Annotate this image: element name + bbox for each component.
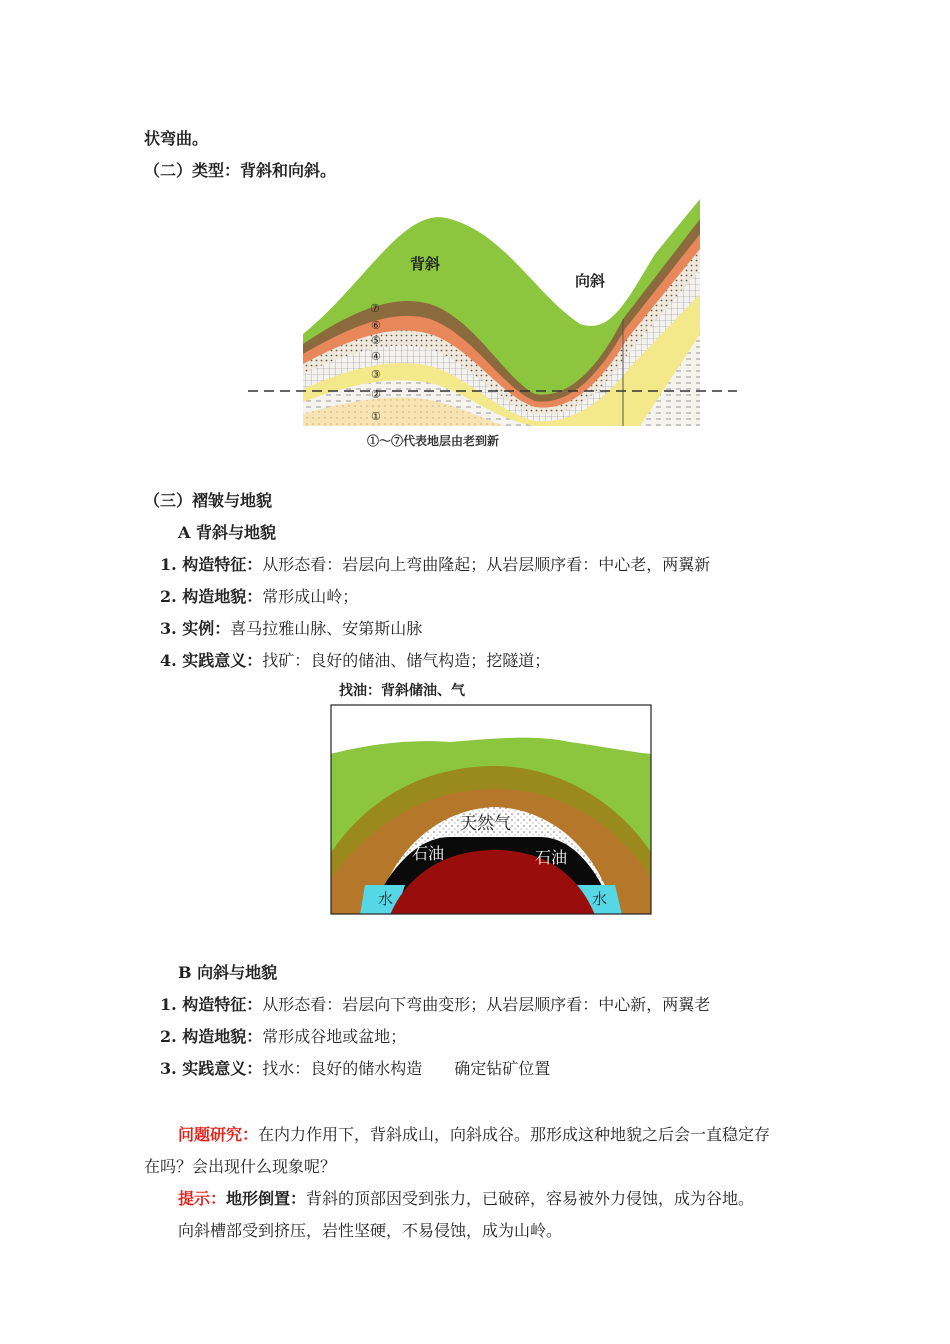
oil-trap-svg (330, 704, 652, 915)
layer-number-4: ④ (371, 350, 381, 363)
hint-line-1 (178, 1188, 754, 1210)
fold-diagram-svg (245, 194, 740, 454)
b-item-3-text: 找水：良好的储水构造 确定钻矿位置 (262, 1059, 551, 1078)
label-oil-left: 石油 (412, 844, 445, 863)
a-item-2-text: 常形成山岭； (262, 587, 359, 606)
layer-number-6: ⑥ (371, 319, 381, 332)
a-item-4 (160, 650, 550, 672)
b-item-1-text: 从形态看：岩层向下弯曲变形；从岩层顺序看：中心新，两翼老 (262, 995, 711, 1014)
a-item-3-label: 3. 实例： (160, 619, 231, 638)
a-item-3 (160, 618, 422, 640)
research-question-line-1 (178, 1124, 770, 1146)
section-3-heading: （三）褶皱与地貌 (144, 491, 273, 510)
hint-label: 提示： (178, 1189, 227, 1208)
hint-text: 背斜的顶部因受到张力，已破碎，容易被外力侵蚀，成为谷地。 (306, 1189, 755, 1208)
intro-line-1: 状弯曲。 (144, 129, 209, 148)
b-item-1-label: 1. 构造特征： (160, 995, 263, 1014)
b-item-1 (160, 994, 710, 1016)
a-item-1-label: 1. 构造特征： (160, 555, 263, 574)
research-question-line-2: 在吗？会出现什么现象呢？ (144, 1157, 337, 1176)
label-gas: 天然气 (460, 814, 511, 834)
section-a-title: A 背斜与地貌 (178, 523, 276, 542)
b-item-2-label: 2. 构造地貌： (160, 1027, 263, 1046)
oil-trap-diagram (330, 704, 652, 915)
b-item-3-label: 3. 实践意义： (160, 1059, 263, 1078)
label-syncline: 向斜 (575, 272, 606, 290)
section-b-title: B 向斜与地貌 (178, 963, 278, 982)
label-water-right: 水 (592, 890, 608, 908)
label-anticline: 背斜 (410, 255, 441, 273)
b-item-2-text: 常形成谷地或盆地； (262, 1027, 407, 1046)
layer-number-1: ① (371, 410, 381, 423)
layer-number-5: ⑤ (371, 334, 381, 347)
research-text-1: 在内力作用下，背斜成山，向斜成谷。那形成这种地貌之后会一直稳定存 (258, 1125, 771, 1144)
fold-caption: ①～⑦代表地层由老到新 (367, 434, 500, 448)
b-item-3 (160, 1058, 550, 1080)
a-item-2 (160, 586, 358, 608)
fold-diagram (245, 194, 740, 454)
section-2-heading: （二）类型：背斜和向斜。 (144, 161, 337, 180)
hint-line-2: 向斜槽部受到挤压，岩性坚硬，不易侵蚀，成为山岭。 (178, 1221, 563, 1240)
a-item-1-text: 从形态看：岩层向上弯曲隆起；从岩层顺序看：中心老，两翼新 (262, 555, 711, 574)
oil-figure-caption: 找油：背斜储油、气 (339, 683, 465, 699)
label-oil-right: 石油 (535, 848, 568, 867)
a-item-4-label: 4. 实践意义： (160, 651, 263, 670)
research-label: 问题研究： (178, 1125, 259, 1144)
label-water-left: 水 (378, 890, 394, 908)
a-item-2-label: 2. 构造地貌： (160, 587, 263, 606)
layer-number-2: ② (371, 388, 381, 401)
a-item-3-text: 喜马拉雅山脉、安第斯山脉 (230, 619, 423, 638)
b-item-2 (160, 1026, 406, 1048)
layer-number-7: ⑦ (370, 302, 380, 315)
a-item-4-text: 找矿：良好的储油、储气构造；挖隧道； (262, 651, 551, 670)
layer-number-3: ③ (371, 368, 381, 381)
hint-bold: 地形倒置： (226, 1189, 307, 1208)
a-item-1 (160, 554, 710, 576)
